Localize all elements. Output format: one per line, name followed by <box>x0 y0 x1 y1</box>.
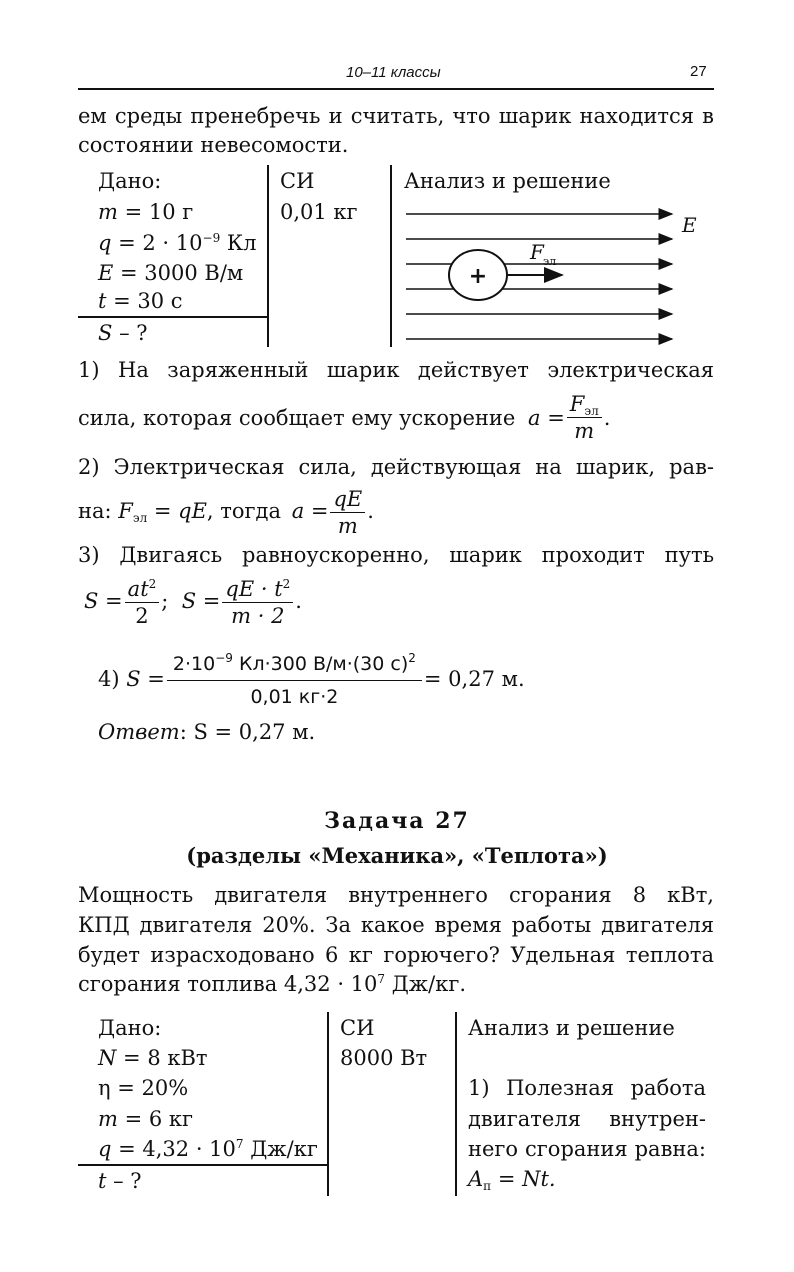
field-diagram <box>400 198 710 350</box>
task-subtitle: (разделы «Механика», «Теплота») <box>186 843 608 868</box>
find-label: S – ? <box>98 321 148 345</box>
header-rule <box>78 88 714 90</box>
si-label: СИ <box>280 169 315 193</box>
condition-line-2: КПД двигателя 20%. За какое время работы двигателя <box>78 913 714 937</box>
given-mass: m = 10 г <box>98 200 194 224</box>
given-time: t = 30 с <box>98 289 183 313</box>
table-divider-1 <box>267 165 269 347</box>
find-label: t – ? <box>98 1169 142 1193</box>
page-number: 27 <box>690 63 707 80</box>
given-charge: $q = 2 \cdot 10^{-9}$ Кл <box>98 231 257 255</box>
force-label-sub: эл <box>543 255 557 268</box>
running-header: 10–11 классы <box>346 64 441 81</box>
analysis-label: Анализ и решение <box>468 1016 675 1040</box>
step-1-line-1: 1) На заряженный шарик действует электрическая <box>78 358 714 382</box>
table-divider-2 <box>390 165 392 347</box>
analysis-line-4: $A_п = Nt$. <box>468 1167 556 1193</box>
analysis-label: Анализ и решение <box>404 169 611 193</box>
analysis-line-2: двигателя внутрен- <box>468 1107 706 1131</box>
task-title: Задача 27 <box>324 808 470 834</box>
intro-line-1: ем среды пренебречь и считать, что шарик находится в <box>78 104 714 128</box>
table-divider-2 <box>455 1012 457 1196</box>
given-power: N = 8 кВт <box>98 1046 208 1070</box>
step-1-line-2: сила, которая сообщает ему ускорение a = $\frac{F_{эл}}{m}$ . <box>78 392 611 443</box>
step-2-line-2: на: $F_{эл}$ = qE, тогда a = $\frac{qE}{m}$ . <box>78 487 374 538</box>
given-label: Дано: <box>98 1016 162 1040</box>
condition-line-3: будет израсходовано 6 кг горючего? Удельная теплота <box>78 943 714 967</box>
condition-line-4: сгорания топлива $4,32 \cdot 10^7$ Дж/кг. <box>78 972 466 996</box>
given-field: E = 3000 В/м <box>98 261 244 285</box>
analysis-line-3: него сгорания равна: <box>468 1137 706 1161</box>
step-3-line-1: 3) Двигаясь равноускоренно, шарик проходит путь <box>78 543 714 567</box>
intro-line-2: состоянии невесомости. <box>78 133 349 157</box>
given-heat: $q = 4,32 \cdot 10^7$ Дж/кг <box>98 1137 318 1161</box>
step-4: 4) S = $\frac{2\cdot 10^{-9} Кл\cdot 300 В/м\cdot(30 с)^2}{0,01 кг\cdot 2}$ = 0,27 м. <box>98 648 525 713</box>
plus-sign: + <box>468 264 488 289</box>
given-label: Дано: <box>98 169 162 193</box>
condition-line-1: Мощность двигателя внутреннего сгорания 8 кВт, <box>78 883 714 907</box>
answer: Ответ: S = 0,27 м. <box>98 720 316 744</box>
step-3-line-2: S = $\frac{at^2}{2}$ ; S = $\frac{qE \cdot t^2}{m \cdot 2}$ . <box>84 577 302 628</box>
given-efficiency: η = 20% <box>98 1076 189 1100</box>
si-label: СИ <box>340 1016 375 1040</box>
si-value: 8000 Вт <box>340 1046 428 1070</box>
table-divider-1 <box>327 1012 329 1196</box>
si-value: 0,01 кг <box>280 200 358 224</box>
field-label: E <box>682 213 697 237</box>
step-2-line-1: 2) Электрическая сила, действующая на шарик, рав- <box>78 455 714 479</box>
analysis-line-1: 1) Полезная работа <box>468 1076 706 1100</box>
given-mass: m = 6 кг <box>98 1107 194 1131</box>
force-label-main: F <box>530 240 544 264</box>
